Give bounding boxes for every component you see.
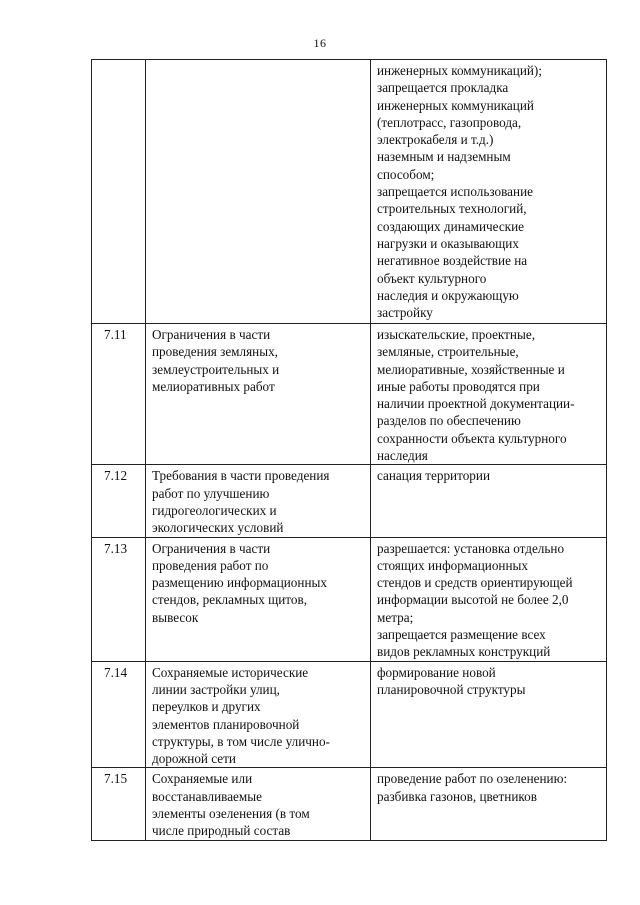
requirement-line: запрещается прокладка (377, 80, 509, 96)
requirement-line: способом; (377, 166, 435, 182)
requirement-line: инженерных коммуникаций (377, 97, 534, 113)
row-number-cell: 7.14 (92, 661, 146, 768)
requirement-line: разбивка газонов, цветников (377, 788, 537, 804)
name-line: вывесок (152, 609, 199, 625)
name-line: проведения работ по (152, 557, 269, 573)
requirement-line: негативное воздействие на (377, 253, 528, 269)
requirement-line: разделов по обеспечению (377, 413, 521, 429)
regulations-table (91, 59, 607, 841)
table-row (92, 60, 607, 324)
name-line: элементов планировочной (152, 716, 300, 732)
name-line: стендов, рекламных щитов, (152, 592, 308, 608)
requirement-line: инженерных коммуникаций); (377, 63, 542, 78)
requirement-line: разрешается: установка отдельно (377, 540, 565, 556)
row-requirement-cell (371, 768, 607, 840)
requirement-line: запрещается использование (377, 184, 533, 200)
table-row (92, 661, 607, 768)
name-line: проведения земляных, (152, 344, 278, 360)
name-line: дорожной сети (152, 751, 236, 767)
name-line: линии застройки улиц, (152, 681, 280, 697)
name-line: элементы озеленения (в том (152, 806, 310, 822)
requirement-line: стендов и средств ориентирующей (377, 575, 573, 591)
row-name-cell (146, 465, 371, 537)
row-name-cell (146, 661, 371, 768)
row-number-cell: 7.12 (92, 465, 146, 537)
row-number-cell: 7.11 (92, 324, 146, 465)
requirement-line: земляные, строительные, (377, 344, 519, 360)
name-line: Ограничения в части (152, 327, 271, 342)
requirement-line: нагрузки и оказывающих (377, 235, 519, 251)
row-name-cell (146, 537, 371, 661)
requirement-line: формирование новой (377, 664, 496, 680)
row-number-cell: 7.13 (92, 537, 146, 661)
name-line: Сохраняемые исторические (152, 664, 309, 680)
name-line: Сохраняемые или (152, 771, 253, 787)
requirement-line: изыскательские, проектные, (377, 327, 535, 342)
requirement-line: наземным и надземным (377, 149, 511, 165)
row-requirement-cell (371, 661, 607, 768)
requirement-line: строительных технологий, (377, 201, 527, 217)
requirement-line: создающих динамические (377, 218, 525, 234)
row-name-cell (146, 324, 371, 465)
row-requirement-cell (371, 465, 607, 537)
requirement-line: объект культурного (377, 270, 487, 286)
table-row (92, 324, 607, 465)
name-line: восстанавливаемые (152, 788, 262, 804)
name-line: работ по улучшению (152, 485, 270, 501)
requirement-line: наследия и окружающую (377, 287, 519, 303)
requirement-line: запрещается размещение всех (377, 627, 546, 643)
row-name-cell (146, 60, 371, 324)
requirement-line: видов рекламных конструкций (377, 644, 551, 660)
requirement-line: планировочной структуры (377, 681, 526, 697)
page-number: 16 (313, 36, 327, 50)
requirement-line: санация территории (377, 468, 491, 484)
requirement-line: наличии проектной документации- (377, 396, 575, 412)
requirement-line: стоящих информационных (377, 557, 528, 573)
name-line: размещению информационных (152, 575, 327, 591)
requirement-line: иные работы проводятся при (377, 378, 540, 394)
row-number-cell (92, 60, 146, 324)
name-line: экологических условий (152, 520, 284, 536)
name-line: гидрогеологических и (152, 502, 277, 518)
name-line: структуры, в том числе улично- (152, 733, 330, 749)
row-number-cell: 7.15 (92, 768, 146, 840)
requirement-line: застройку (377, 305, 433, 321)
name-line: числе природный состав (152, 823, 291, 839)
name-line: землеустроительных и (152, 361, 280, 377)
requirement-line: информации высотой не более 2,0 (377, 592, 569, 608)
requirement-line: метра; (377, 609, 414, 625)
row-name-cell (146, 768, 371, 840)
name-line: мелиоративных работ (152, 378, 275, 394)
row-requirement-cell (371, 60, 607, 324)
name-line: Ограничения в части (152, 540, 271, 556)
requirement-line: проведение работ по озеленению: (377, 771, 568, 787)
requirement-line: наследия (377, 448, 428, 464)
requirement-line: электрокабеля и т.д.) (377, 132, 494, 148)
requirement-line: мелиоративные, хозяйственные и (377, 361, 565, 377)
requirement-line: сохранности объекта культурного (377, 430, 567, 446)
row-requirement-cell (371, 324, 607, 465)
requirement-line: (теплотрасс, газопровода, (377, 114, 522, 130)
name-line: переулков и других (152, 699, 261, 715)
table-row (92, 768, 607, 840)
row-requirement-cell (371, 537, 607, 661)
name-line: Требования в части проведения (152, 468, 330, 484)
table-row (92, 537, 607, 661)
table-row (92, 465, 607, 537)
